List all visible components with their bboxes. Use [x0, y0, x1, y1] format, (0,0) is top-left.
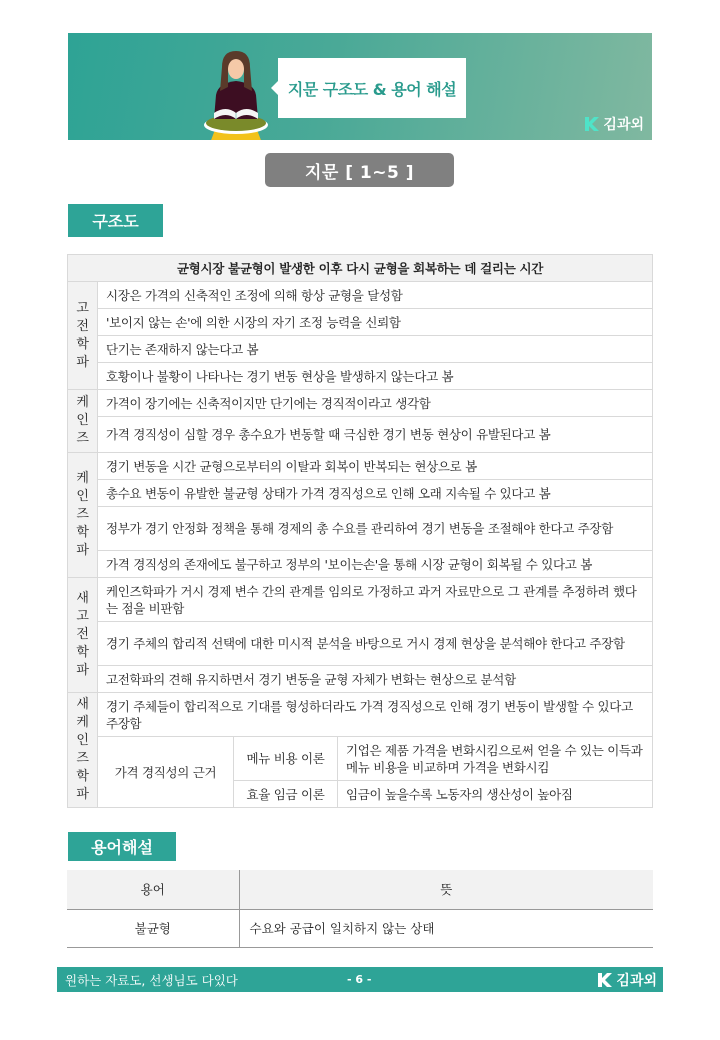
group-label-keynes: 케 인 즈 [68, 390, 98, 453]
footer-brand-name: 김과외 [616, 972, 657, 989]
brand-logo [584, 114, 644, 134]
group-label-keynesian: 케 인 즈 학 파 [68, 453, 98, 578]
theory-name: 효율 임금 이론 [234, 781, 338, 808]
table-row: 가격 경직성이 심할 경우 총수요가 변동할 때 극심한 경기 변동 현상이 유발된다고 봄 [98, 417, 653, 453]
meaning-cell: 수요와 공급이 일치하지 않는 상태 [239, 909, 653, 947]
table-row: '보이지 않는 손'에 의한 시장의 자기 조정 능력을 신뢰함 [98, 309, 653, 336]
term-cell: 불균형 [67, 909, 239, 947]
terms-header-term: 용어 [67, 870, 239, 909]
footer-brand-logo [597, 970, 657, 990]
table-row: 총수요 변동이 유발한 불균형 상태가 가격 경직성으로 인해 오래 지속될 수 있다고 봄 [98, 480, 653, 507]
section-title-structure: 구조도 [68, 204, 163, 237]
basis-label: 가격 경직성의 근거 [98, 737, 234, 808]
table-row [67, 909, 653, 947]
table-row: 경기 변동을 시간 균형으로부터의 이탈과 회복이 반복되는 현상으로 봄 [98, 453, 653, 480]
terms-table [67, 870, 653, 948]
footer-slogan: 원하는 자료도, 선생님도 다있다 [65, 972, 238, 988]
page-number: - 6 - [347, 973, 372, 986]
theory-name: 메뉴 비용 이론 [234, 737, 338, 781]
group-label-classical: 고 전 학 파 [68, 282, 98, 390]
table-row: 가격 경직성의 존재에도 불구하고 정부의 '보이는손'을 통해 시장 균형이 회복될 수 있다고 봄 [98, 551, 653, 578]
group-label-new-keynesian: 새 케 인 즈 학 파 [68, 693, 98, 808]
theory-desc: 임금이 높을수록 노동자의 생산성이 높아짐 [338, 781, 653, 808]
banner-speech-bubble [278, 58, 466, 118]
structure-table [67, 254, 653, 808]
passage-label: 지문 [ 1~5 ] [265, 153, 454, 187]
reading-woman-illustration [200, 47, 270, 140]
table-row: 가격이 장기에는 신축적이지만 단기에는 경직적이라고 생각함 [98, 390, 653, 417]
k-logo-icon [584, 116, 600, 132]
table-row: 경기 주체의 합리적 선택에 대한 미시적 분석을 바탕으로 거시 경제 현상을 분석해야 한다고 주장함 [98, 622, 653, 666]
section-title-terms: 용어해설 [68, 832, 176, 861]
terms-header-meaning: 뜻 [239, 870, 653, 909]
table-row: 단기는 존재하지 않는다고 봄 [98, 336, 653, 363]
banner-title: 지문 구조도 & 용어 해설 [287, 79, 457, 99]
group-label-new-classical: 새 고 전 학 파 [68, 578, 98, 693]
header-banner [68, 33, 652, 140]
k-logo-icon [597, 972, 613, 988]
structure-header: 균형시장 불균형이 발생한 이후 다시 균형을 회복하는 데 걸리는 시간 [68, 255, 653, 282]
brand-name: 김과외 [603, 117, 644, 133]
footer-bar [57, 967, 663, 992]
table-row: 고전학파의 견해 유지하면서 경기 변동을 균형 자체가 변화는 현상으로 분석함 [98, 666, 653, 693]
table-row: 경기 주체들이 합리적으로 기대를 형성하더라도 가격 경직성으로 인해 경기 변동이 발생할 수 있다고 주장함 [98, 693, 653, 737]
table-row: 정부가 경기 안정화 정책을 통해 경제의 총 수요를 관리하여 경기 변동을 조절해야 한다고 주장함 [98, 507, 653, 551]
table-row: 시장은 가격의 신축적인 조정에 의해 항상 균형을 달성함 [98, 282, 653, 309]
theory-desc: 기업은 제품 가격을 변화시킴으로써 얻을 수 있는 이득과 메뉴 비용을 비교하며 가격을 변화시킴 [338, 737, 653, 781]
table-row: 케인즈학파가 거시 경제 변수 간의 관계를 임의로 가정하고 과거 자료만으로 그 관계를 추정하려 했다는 점을 비판함 [98, 578, 653, 622]
table-row: 호황이나 불황이 나타나는 경기 변동 현상을 발생하지 않는다고 봄 [98, 363, 653, 390]
